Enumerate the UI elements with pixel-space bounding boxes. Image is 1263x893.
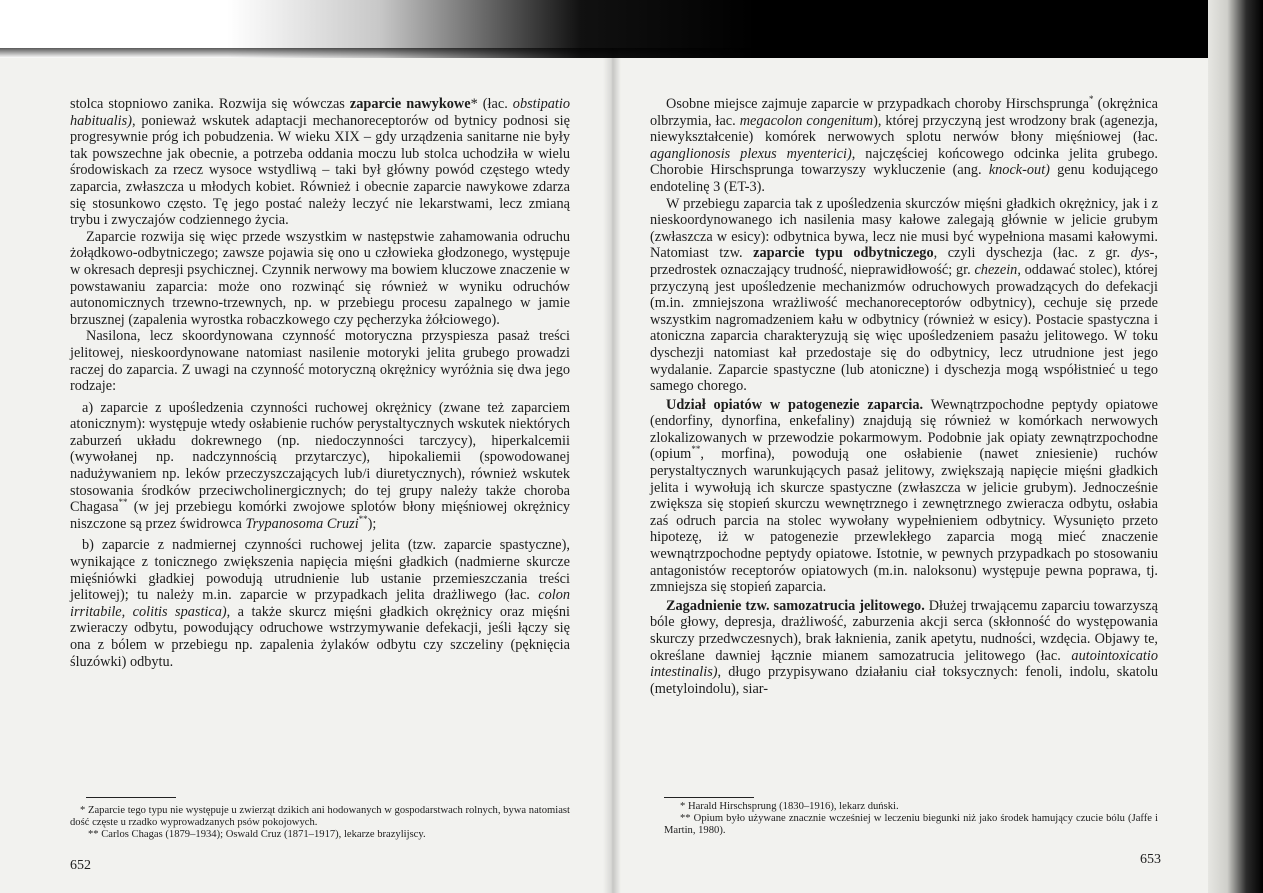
right-footnote-1: * Harald Hirschsprung (1830–1916), lekarz duński. bbox=[680, 801, 899, 812]
right-footnote-2: ** Opium było używane znacznie wcześniej w leczeniu biegunki niż jako środek hamujący czucie bólu (Jaffe i Martin, 1980). bbox=[664, 813, 1158, 836]
right-paragraph-1 bbox=[650, 96, 1158, 196]
text-run: Zagadnienie tzw. samozatrucia jelitowego. bbox=[666, 597, 925, 614]
text-run: Dłużej trwającemu zaparciu towarzyszą bóle głowy, depresja, drażliwość, zaburzenia akcji serca (skłonność do występowania skurczy przedwczesnych), brak łaknienia, zanik apetytu, nudności, wzdęcia. Objawy te, określane dawniej łącznie mianem samozatrucia jelitowego (łac. bbox=[650, 597, 1158, 664]
left-footnote-1: * Zaparcie tego typu nie występuje u zwierząt dzikich ani hodowanych w gospodarstwach rolnych, bywa natomiast dość częste u rzadko wyprowadzanych psów pokojowych. bbox=[70, 805, 570, 828]
left-footnote-2: ** Carlos Chagas (1879–1934); Oswald Cruz (1871–1917), lekarze brazylijscy. bbox=[88, 829, 426, 840]
text-run: , przedrostek oznaczający trudność, nieprawidłowość; gr. bbox=[650, 245, 1158, 278]
text-run: a) zaparcie z upośledzenia czynności ruchowej okrężnicy (zwane też zaparciem atonicznym): występuje wtedy osłabienie ruchów perystaltycznych wskutek niektórych zaburzeń układu dokrewnego (np. niedoczynności tarczycy), hiperkalcemii (wywołanej np. nadczynnością przytarczyc), hipokaliemii (spowodowanej nadużywaniem np. leków przeczyszczających lub/i diuretycznych), również wskutek stosowania środków przeciwcholinergicznych; do tej grupy należy także choroba Chagasa bbox=[70, 399, 570, 516]
text-run: , ponieważ wskutek adaptacji mechanoreceptorów od bytnicy podnosi się progresywnie próg ich pobudzenia. W wieku XIX – gdy urządzenia sanitarne nie były tak powszechne jak obecnie, a potrzeba oddania moczu lub stolca uchodziła w wielu środowiskach za rzecz wysoce wstydliwą – taki był główny powód częstego wtedy zaparcia, zwłaszcza u młodych kobiet. Również i obecnie zaparcie nawykowe zdarza się stosunkowo często. Tę jego postać należy leczyć nie lekarstwami, lecz zmianą trybu i zwyczajów codziennego życia. bbox=[70, 112, 570, 229]
book-gutter bbox=[603, 48, 621, 893]
left-page-number: 652 bbox=[70, 858, 91, 873]
text-run: , oddawać stolec), której przyczyną jest upośledzenie mechanizmów odruchowych prowadzących do defekacji (m.in. zmniejszona wrażliwość mechanoreceptorów odbytnicy), cechuje się przede wszystkim nagromadzeniem kału w odbytnicy (również w esicy). Postacie spastyczna i atoniczna zaparcia charakteryzują się więc upośledzeniem pasażu jelitowego. W toku dyschezji natomiast kał przedostaje się do odbytnicy, lecz utrudnione jest jego wydalanie. Zaparcie spastyczne (lub atoniczne) i dyschezja mogą współistnieć u tego samego chorego. bbox=[650, 261, 1159, 395]
text-run: dys- bbox=[1130, 245, 1155, 262]
text-run: b) zaparcie z nadmiernej czynności ruchowej jelita (tzw. zaparcie spastyczne), wynikające z tonicznego zwiększenia napięcia mięśni gładkich (nadmierne skurcze mięśniówki gładkiej powodują utrudnienie lub ustanie przemieszczania treści jelitowej); tu należy m.in. zaparcie w przypadkach jelita drażliwego (łac. bbox=[70, 537, 570, 604]
text-run: ** bbox=[691, 444, 701, 455]
text-run: Nasilona, lecz skoordynowana czynność motoryczna przyspiesza pasaż treści jelitowej, nieskoordynowane natomiast nasilenie motoryki jelita grubego prowadzi raczej do zaparcia. Z uwagi na czynność motoryczną okrężnicy wyróżnia się dwa jego rodzaje: bbox=[70, 328, 570, 395]
text-run: W przebiegu zaparcia tak z upośledzenia skurczów mięśni gładkich okrężnicy, jak i z nieskoordynowanego ich nasilenia masy kałowe zalegają głównie w jelicie grubym (zwłaszcza w esicy): odbytnica bywa, lecz nie musi być wypełniona masami kałowymi. Natomiast tzw. bbox=[650, 195, 1158, 262]
left-paragraph-1 bbox=[70, 96, 570, 229]
scan-top-shadow bbox=[0, 0, 1263, 58]
right-footnote-rule bbox=[664, 797, 754, 798]
text-run: (w jej przebiegu komórki zwojowe splotów błony mięśniowej okrężnicy niszczone są przez świdrowca bbox=[70, 499, 570, 532]
text-run: aganglionosis plexus myenterici) bbox=[650, 145, 852, 162]
text-run: (okrężnica olbrzymia, łac. bbox=[650, 96, 1158, 129]
text-run: megacolon congenitum bbox=[739, 112, 874, 129]
right-paragraph-3 bbox=[650, 397, 1158, 596]
text-run: ** bbox=[358, 514, 368, 525]
page-edge-shadow bbox=[1208, 0, 1263, 893]
text-run: chezein bbox=[974, 261, 1018, 278]
text-run: Zaparcie rozwija się więc przede wszystkim w następstwie zahamowania odruchu żołądkowo-odbytniczego; zawsze pojawia się ono u człowieka głodzonego, występuje w okresach depresji psychicznej. Czynnik nerwowy ma bowiem kluczowe znaczenie w powstawaniu zaparcia: może ono rozwinąć się również w wyniku odruchów autonomicznych trzewno-trzewnych, np. w przebiegu procesu zapalnego w jamie brzusznej (zapalenia wyrostka robaczkowego czy pęcherzyka żółciowego). bbox=[70, 228, 570, 328]
right-page-number: 653 bbox=[1140, 852, 1161, 867]
text-run: , najczęściej końcowego odcinka jelita grubego. Chorobie Hirschsprunga towarzyszy wykluczenie (ang. bbox=[650, 145, 1158, 179]
left-paragraph-2 bbox=[70, 229, 570, 329]
text-run: Trypanosoma Cruzi bbox=[245, 515, 359, 532]
right-page-body bbox=[650, 96, 1158, 697]
text-run: knock-out) bbox=[988, 162, 1050, 179]
text-run: ), której przyczyną jest wrodzony brak (agenezja, niewykształcenie) komórek nerwowych splotu nerwów błony mięśniowej (łac. bbox=[650, 112, 1158, 146]
left-footnote-rule bbox=[86, 797, 176, 798]
text-run: * bbox=[1089, 94, 1094, 105]
left-footnotes bbox=[70, 805, 570, 841]
text-run: , morfina), powodują one osłabienie (nawet zniesienie) ruchów perystaltycznych warunkujących pasaż jelitowy, zwiększają napięcie mięśni gładkich jelita i wywołują ich skurcze spastyczne (zwłaszcza w jelicie grubym). Jednocześnie zwiększa się stopień skurczu wewnętrznego i zewnętrznego zwieracza odbytu, osłabia zaś odruch parcia na stolec wywołany wypełnieniem odbytnicy. Wysunięto przeto hipotezę, iż w patogenezie przewlekłego zaparcia mogą mieć znaczenie wewnątrzpochodne peptydy opiatowe. Istotnie, w pewnych przypadkach po stosowaniu antagonistów receptorów opiatowych (m.in. naloksonu) występuje pewna poprawa, tj. zmniejsza się stopień zaparcia. bbox=[650, 446, 1158, 596]
text-run: obstipatio habitualis) bbox=[70, 96, 570, 129]
text-run: * (łac. bbox=[470, 96, 513, 112]
text-run: ** bbox=[118, 497, 128, 508]
right-paragraph-2 bbox=[650, 196, 1158, 395]
text-run: Wewnątrzpochodne peptydy opiatowe (endorfiny, dynorfina, enkefaliny) znajdują się również w komórkach nerwowych zlokalizowanych w przewodzie pokarmowym. Podobnie jak opiaty zewnątrzpochodne (opium bbox=[650, 396, 1158, 463]
text-run: colon irritabile, colitis spastica) bbox=[70, 587, 570, 620]
text-run: autointoxicatio intestinalis) bbox=[650, 647, 1158, 681]
left-list-item-a bbox=[70, 400, 570, 533]
text-run: , a także skurcz mięśni gładkich okrężnicy oraz mięśni zwieraczy odbytu, powodujący odruchowe wstrzymywanie defekacji, jeśli łączy się ona z bólem w przebiegu np. zapalenia żylaków odbytu czy szczeliny (pęknięcia śluzówki) odbytu. bbox=[70, 603, 570, 670]
text-run: Osobne miejsce zajmuje zaparcie w przypadkach choroby Hirschsprunga bbox=[666, 96, 1089, 112]
text-run: Udział opiatów w patogenezie zaparcia. bbox=[666, 396, 924, 413]
text-run: zaparcie nawykowe bbox=[349, 96, 471, 112]
text-run: zaparcie typu odbytniczego bbox=[753, 245, 934, 262]
text-run: , czyli dyschezja (łac. z gr. bbox=[933, 245, 1131, 262]
left-page-body bbox=[70, 96, 570, 670]
right-paragraph-4 bbox=[650, 598, 1158, 698]
text-run: , długo przypisywano działaniu ciał toksycznych: fenoli, indolu, skatolu (metyloindolu), siar- bbox=[650, 664, 1158, 697]
text-run: ); bbox=[367, 515, 377, 532]
text-run: genu kodującego endotelinę 3 (ET-3). bbox=[650, 162, 1158, 195]
right-footnotes bbox=[664, 801, 1158, 837]
text-run: stolca stopniowo zanika. Rozwija się wówczas bbox=[70, 96, 350, 112]
left-paragraph-3 bbox=[70, 328, 570, 394]
left-list-item-b bbox=[70, 537, 570, 670]
